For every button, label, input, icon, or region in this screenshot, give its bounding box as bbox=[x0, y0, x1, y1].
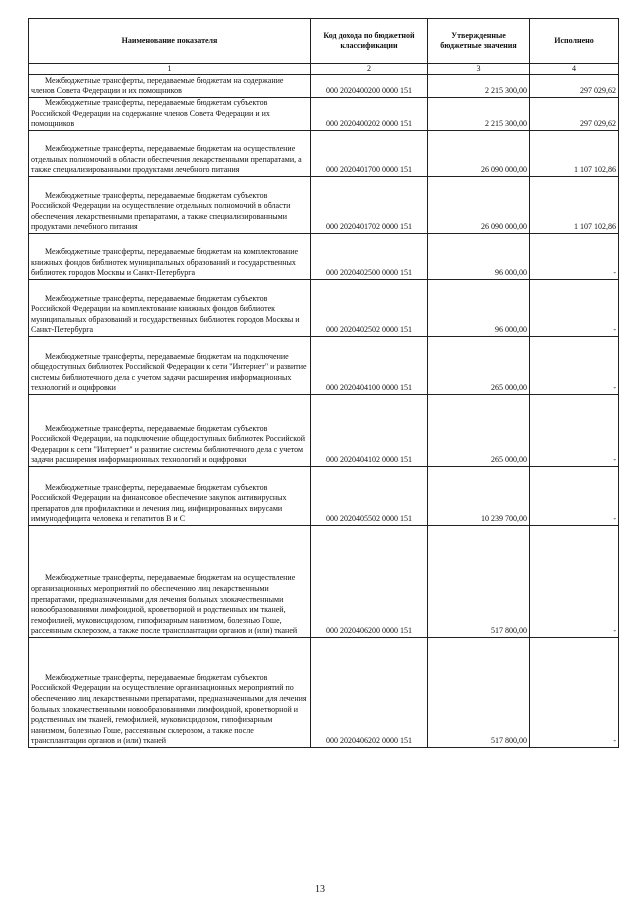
table-row bbox=[29, 75, 619, 98]
table-row bbox=[29, 395, 619, 467]
row-name: Межбюджетные трансферты, передаваемые бюджетам на содержание членов Совета Федерации и их помощников bbox=[31, 75, 284, 96]
column-number: 3 bbox=[428, 64, 530, 75]
row-executed: - bbox=[530, 638, 619, 748]
row-code: 000 2020400202 0000 151 bbox=[311, 98, 428, 131]
row-executed: 1 107 102,86 bbox=[530, 177, 619, 234]
table-body bbox=[29, 75, 619, 748]
row-name: Межбюджетные трансферты, передаваемые бюджетам субъектов Российской Федерации на финансовое обеспечение закупок антивирусных препаратов для профилактики и лечения лиц, инфицированных вирусами иммунодефицита человека и гепатитов В и С bbox=[31, 482, 287, 524]
row-executed: - bbox=[530, 234, 619, 280]
row-name: Межбюджетные трансферты, передаваемые бюджетам субъектов Российской Федерации на осуществление отдельных полномочий в области обеспечения лекарственными препаратами, а также специализированными продуктами лечебного питания bbox=[31, 190, 291, 232]
row-approved: 96 000,00 bbox=[428, 234, 530, 280]
row-code: 000 2020406200 0000 151 bbox=[311, 526, 428, 638]
row-approved: 26 090 000,00 bbox=[428, 131, 530, 177]
row-name: Межбюджетные трансферты, передаваемые бюджетам субъектов Российской Федерации, на подключение общедоступных библиотек Российской Федерации к сети "Интернет" и развитие системы библиотечного дела с учетом задачи расширения информационных технологий и оцифровки bbox=[31, 423, 305, 465]
row-executed: 297 029,62 bbox=[530, 98, 619, 131]
row-approved: 2 215 300,00 bbox=[428, 98, 530, 131]
row-approved: 265 000,00 bbox=[428, 337, 530, 395]
table-row bbox=[29, 280, 619, 337]
row-name: Межбюджетные трансферты, передаваемые бюджетам на комплектование книжных фондов библиотек муниципальных образований и государственных библиотек городов Москвы и Санкт-Петербурга bbox=[31, 247, 299, 278]
row-approved: 517 800,00 bbox=[428, 526, 530, 638]
table-row bbox=[29, 526, 619, 638]
table-row bbox=[29, 467, 619, 526]
row-executed: 297 029,62 bbox=[530, 75, 619, 98]
row-executed: - bbox=[530, 395, 619, 467]
header-approved: Утвержденные бюджетные значения bbox=[428, 19, 530, 64]
row-executed: 1 107 102,86 bbox=[530, 131, 619, 177]
row-code: 000 2020402500 0000 151 bbox=[311, 234, 428, 280]
table-row bbox=[29, 177, 619, 234]
row-code: 000 2020404100 0000 151 bbox=[311, 337, 428, 395]
row-code: 000 2020406202 0000 151 bbox=[311, 638, 428, 748]
column-number: 1 bbox=[29, 64, 311, 75]
row-code: 000 2020402502 0000 151 bbox=[311, 280, 428, 337]
row-code: 000 2020400200 0000 151 bbox=[311, 75, 428, 98]
row-code: 000 2020405502 0000 151 bbox=[311, 467, 428, 526]
row-executed: - bbox=[530, 337, 619, 395]
row-name: Межбюджетные трансферты, передаваемые бюджетам субъектов Российской Федерации на комплектование книжных фондов библиотек муниципальных образований и государственных библиотек городов Москвы и Санкт-Петербурга bbox=[31, 293, 300, 335]
header-executed: Исполнено bbox=[530, 19, 619, 64]
table-row bbox=[29, 234, 619, 280]
header-name: Наименование показателя bbox=[29, 19, 311, 64]
row-name: Межбюджетные трансферты, передаваемые бюджетам субъектов Российской Федерации на содержание членов Совета Федерации и их помощников bbox=[31, 98, 270, 129]
budget-table bbox=[28, 18, 619, 748]
table-row bbox=[29, 131, 619, 177]
column-number: 4 bbox=[530, 64, 619, 75]
table-row bbox=[29, 638, 619, 748]
row-approved: 2 215 300,00 bbox=[428, 75, 530, 98]
table-row bbox=[29, 98, 619, 131]
page-number: 13 bbox=[315, 884, 325, 895]
row-code: 000 2020401700 0000 151 bbox=[311, 131, 428, 177]
row-executed: - bbox=[530, 280, 619, 337]
row-approved: 96 000,00 bbox=[428, 280, 530, 337]
table-row bbox=[29, 337, 619, 395]
row-approved: 26 090 000,00 bbox=[428, 177, 530, 234]
row-approved: 10 239 700,00 bbox=[428, 467, 530, 526]
column-numbers-row bbox=[29, 64, 619, 75]
row-name: Межбюджетные трансферты, передаваемые бюджетам на подключение общедоступных библиотек Российской Федерации к сети "Интернет" и развитие системы библиотечного дела с учетом задачи расширения информационных технологий и оцифровки bbox=[31, 351, 307, 393]
header-code: Код дохода по бюджетной классификации bbox=[311, 19, 428, 64]
row-approved: 265 000,00 bbox=[428, 395, 530, 467]
row-name: Межбюджетные трансферты, передаваемые бюджетам субъектов Российской Федерации на осуществление организационных мероприятий по обеспечению лиц лекарственными препаратами, предназначенными для лечения больных злокачественными новообразованиями лимфоидной, кроветворной и родственных им тканей, гемофилией, муковисцидозом, гипофизарным нанизмом, болезнью Гоше, рассеянным склерозом, а также после трансплантации органов и (или) тканей bbox=[31, 672, 307, 746]
row-executed: - bbox=[530, 467, 619, 526]
row-name: Межбюджетные трансферты, передаваемые бюджетам на осуществление отдельных полномочий в области обеспечения лекарственными препаратами, а также специализированными продуктами лечебного питания bbox=[31, 144, 302, 175]
row-name: Межбюджетные трансферты, передаваемые бюджетам на осуществление организационных мероприятий по обеспечению лиц лекарственными препаратами, предназначенными для лечения больных злокачественными новообразованиями лимфоидной, кроветворной и родственных им тканей, гемофилией, муковисцидозом, гипофизарным нанизмом, болезнью Гоше, рассеянным склерозом, а также после трансплантации органов и (или) тканей bbox=[31, 573, 298, 636]
row-approved: 517 800,00 bbox=[428, 638, 530, 748]
row-executed: - bbox=[530, 526, 619, 638]
column-number: 2 bbox=[311, 64, 428, 75]
table-header bbox=[29, 19, 619, 75]
row-code: 000 2020404102 0000 151 bbox=[311, 395, 428, 467]
row-code: 000 2020401702 0000 151 bbox=[311, 177, 428, 234]
